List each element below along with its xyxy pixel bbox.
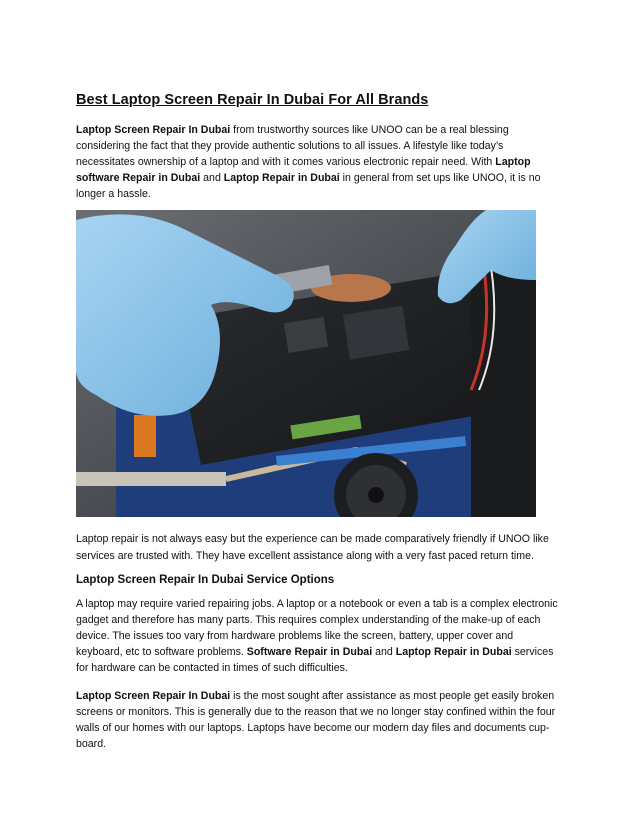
laptop-motherboard-photo [76,210,536,517]
paragraph-3 [76,596,558,676]
intro-bold-2: Laptop software Repair in Dubai [76,156,531,185]
p3-bold-1: Software Repair in Dubai [246,645,373,658]
intro-bold-1: Laptop Screen Repair In Dubai [76,124,231,136]
intro-text-2: and [200,172,224,185]
paragraph-4 [76,688,558,752]
paragraph-2: Laptop repair is not always easy but the experience can be made comparatively friendly if UNOO like services are trusted with. They have excellent assistance along with a very fast paced return time. [76,533,549,562]
document-title: Best Laptop Screen Repair In Dubai For All Brands [76,92,429,108]
intro-text-1: from trustworthy sources like UNOO can be a real blessing considering the fact that they provide authentic solutions to all issues. A lifestyle like today’s necessitates ownership of a laptop and with it comes various electronic repair need. With [76,124,509,169]
p4-text-1: is the most sought after assistance as most people get easily broken screens or monitors. This is generally due to the reason that we no longer stay confined within the four walls of our homes with our laptops. Laptops have become our modern day files and documents cup-board. [76,690,556,751]
document-body [76,92,558,753]
p3-text-3: services for hardware can be contacted in times of such difficulties. [76,645,554,675]
p3-text-1: A laptop may require varied repairing jobs. A laptop or a notebook or even a tab is a complex electronic gadget and therefore has many parts. This requires complex understanding of the make-up of each device. The issues too vary from hardware problems like the screen, battery, upper cover and keyboard, etc to software problems. [76,597,558,658]
intro-paragraph [76,122,558,202]
p3-bold-2: Laptop Repair in Dubai [395,645,512,658]
p4-bold-1: Laptop Screen Repair In Dubai [76,690,231,703]
intro-text-3: in general from set ups like UNOO, it is no longer a hassle. [76,172,541,201]
section-heading: Laptop Screen Repair In Dubai Service Options [76,573,335,586]
intro-bold-3: Laptop Repair in Dubai [223,172,340,185]
p3-text-2: and [372,645,396,658]
